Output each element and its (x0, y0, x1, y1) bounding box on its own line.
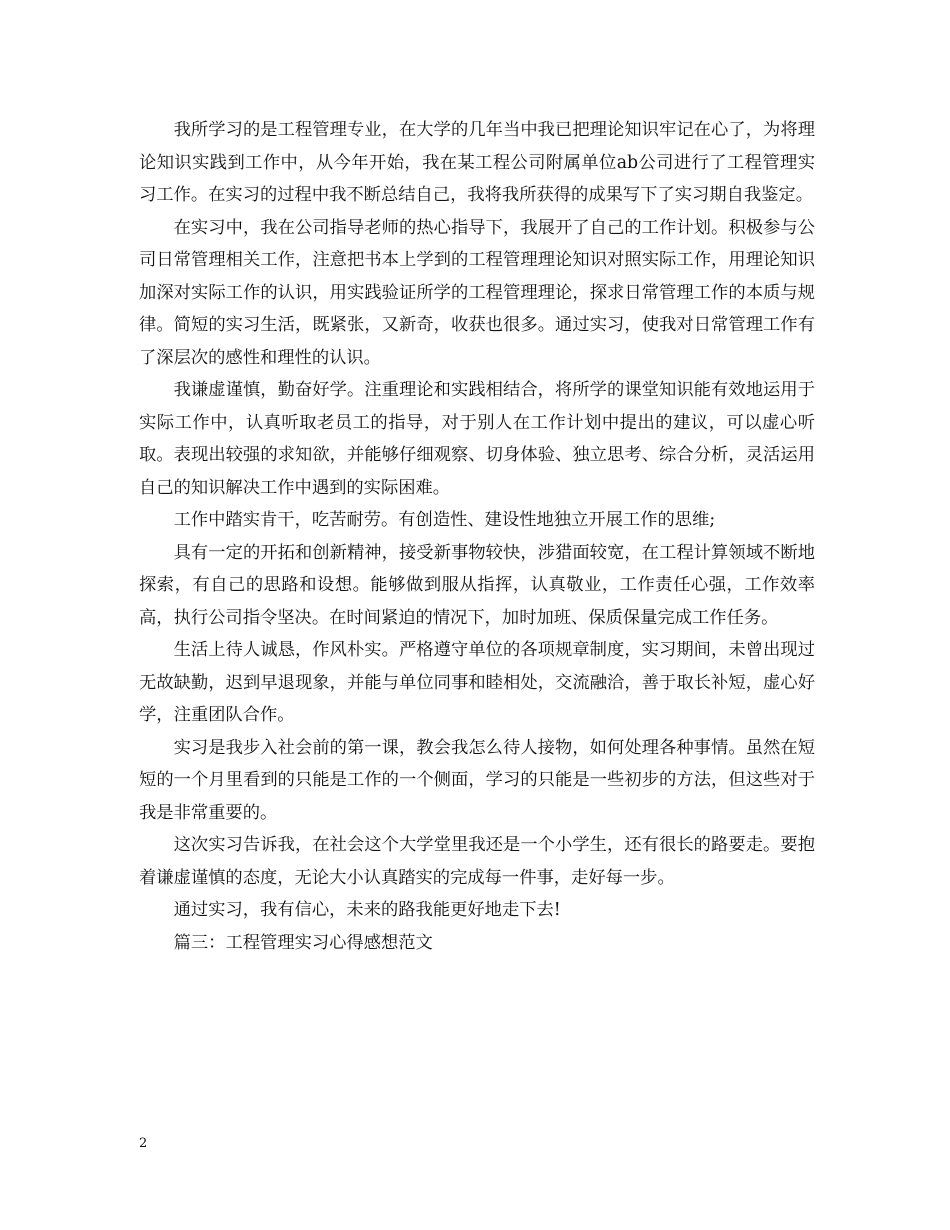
paragraph-7: 实习是我步入社会前的第一课，教会我怎么待人接物，如何处理各种事情。虽然在短短的一个月里看到的只能是工作的一个侧面，学习的只能是一些初步的方法，但这些对于我是非常重要的。 (139, 737, 815, 823)
paragraph-6: 生活上待人诚恳，作风朴实。严格遵守单位的各项规章制度，实习期间，未曾出现过无故缺勤，迟到早退现象，并能与单位同事和睦相处，交流融洽，善于取长补短，虚心好学，注重团队合作。 (139, 640, 815, 725)
paragraph-3: 我谦虚谨慎，勤奋好学。注重理论和实践相结合，将所学的课堂知识能有效地运用于实际工作中，认真听取老员工的指导，对于别人在工作计划中提出的建议，可以虚心听取。表现出较强的求知欲，并能够仔细观察、切身体验、独立思考、综合分析，灵活运用自己的知识解决工作中遇到的实际困难。 (139, 380, 815, 498)
document-body (139, 114, 815, 959)
paragraph-5: 具有一定的开拓和创新精神，接受新事物较快，涉猎面较宽，在工程计算领域不断地探索，有自己的思路和设想。能够做到服从指挥，认真敬业，工作责任心强，工作效率高，执行公司指令坚决。在时间紧迫的情况下，加时加班、保质保量完成工作任务。 (139, 542, 815, 628)
page-number: 2 (139, 1136, 148, 1151)
paragraph-4: 工作中踏实肯干，吃苦耐劳。有创造性、建设性地独立开展工作的思维; (173, 510, 716, 530)
paragraph-9: 通过实习，我有信心，未来的路我能更好地走下去! (173, 900, 561, 920)
paragraph-8: 这次实习告诉我，在社会这个大学堂里我还是一个小学生，还有很长的路要走。要抱着谦虚谨慎的态度，无论大小认真踏实的完成每一件事，走好每一步。 (139, 835, 815, 888)
section-heading: 篇三：工程管理实习心得感想范文 (173, 932, 433, 953)
paragraph-2: 在实习中，我在公司指导老师的热心指导下，我展开了自己的工作计划。积极参与公司日常管理相关工作，注意把书本上学到的工程管理理论知识对照实际工作，用理论知识加深对实际工作的认识，用实践验证所学的工程管理理论，探求日常管理工作的本质与规律。简短的实习生活，既紧张，又新奇，收获也很多。通过实习，使我对日常管理工作有了深层次的感性和理性的认识。 (139, 217, 815, 368)
paragraph-1: 我所学习的是工程管理专业，在大学的几年当中我已把理论知识牢记在心了，为将理论知识实践到工作中，从今年开始，我在某工程公司附属单位ab公司进行了工程管理实习工作。在实习的过程中我不断总结自己，我将我所获得的成果写下了实习期自我鉴定。 (139, 120, 815, 205)
